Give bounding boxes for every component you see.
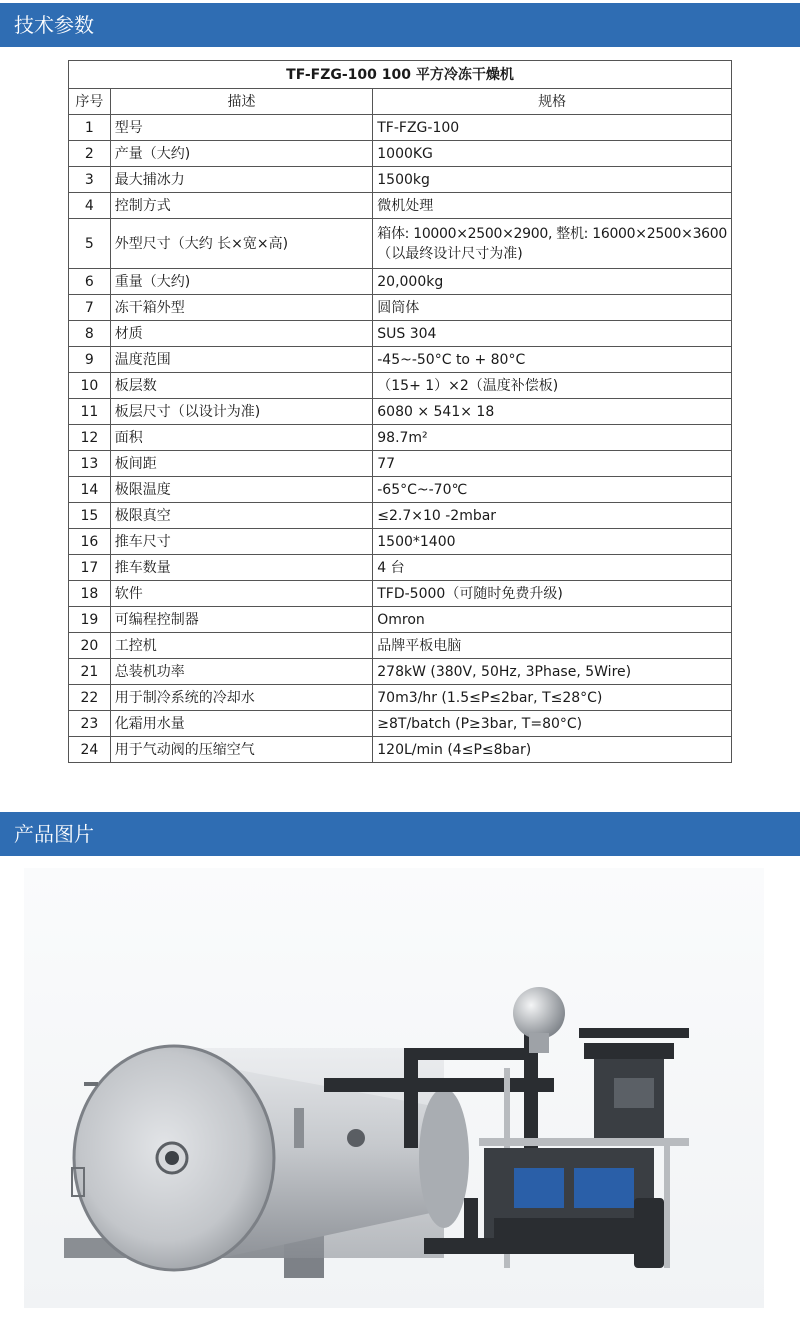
row-description: 外型尺寸（大约 长×宽×高) — [110, 219, 373, 269]
header-no: 序号 — [69, 89, 111, 115]
table-row — [69, 633, 732, 659]
row-spec: Omron — [373, 607, 732, 633]
spec-table — [68, 60, 732, 763]
row-spec: 1500*1400 — [373, 529, 732, 555]
row-spec: 圆筒体 — [373, 295, 732, 321]
row-spec: 品牌平板电脑 — [373, 633, 732, 659]
row-description: 化霜用水量 — [110, 711, 373, 737]
table-row — [69, 141, 732, 167]
row-spec: 4 台 — [373, 555, 732, 581]
row-number: 17 — [69, 555, 111, 581]
row-number: 14 — [69, 477, 111, 503]
table-row — [69, 529, 732, 555]
section-header-product-images: 产品图片 — [0, 812, 800, 856]
table-row — [69, 737, 732, 763]
table-row — [69, 685, 732, 711]
row-number: 6 — [69, 269, 111, 295]
row-description: 极限真空 — [110, 503, 373, 529]
table-row — [69, 711, 732, 737]
table-row — [69, 425, 732, 451]
row-spec: -45~-50°C to + 80°C — [373, 347, 732, 373]
row-spec-line2: （以最终设计尺寸为准) — [377, 245, 523, 262]
table-row — [69, 607, 732, 633]
row-number: 15 — [69, 503, 111, 529]
row-spec: SUS 304 — [373, 321, 732, 347]
row-description: 用于制冷系统的冷却水 — [110, 685, 373, 711]
row-description: 总装机功率 — [110, 659, 373, 685]
table-row — [69, 373, 732, 399]
row-description: 工控机 — [110, 633, 373, 659]
row-number: 24 — [69, 737, 111, 763]
row-number: 13 — [69, 451, 111, 477]
row-number: 4 — [69, 193, 111, 219]
row-spec: （15+ 1）×2（温度补偿板) — [373, 373, 732, 399]
header-desc: 描述 — [110, 89, 373, 115]
row-spec: 120L/min (4≤P≤8bar) — [373, 737, 732, 763]
row-description: 板层数 — [110, 373, 373, 399]
row-spec — [373, 219, 732, 269]
table-title: TF-FZG-100 100 平方冷冻干燥机 — [69, 61, 732, 89]
table-row — [69, 219, 732, 269]
row-number: 10 — [69, 373, 111, 399]
row-spec: TFD-5000（可随时免费升级) — [373, 581, 732, 607]
row-description: 产量（大约) — [110, 141, 373, 167]
table-row — [69, 347, 732, 373]
row-description: 板间距 — [110, 451, 373, 477]
table-row — [69, 295, 732, 321]
row-number: 8 — [69, 321, 111, 347]
row-spec-line1: 箱体: 10000×2500×2900, 整机: 16000×2500×3600 — [377, 225, 727, 242]
table-row — [69, 477, 732, 503]
row-spec: 98.7m² — [373, 425, 732, 451]
row-number: 23 — [69, 711, 111, 737]
table-row — [69, 659, 732, 685]
row-description: 温度范围 — [110, 347, 373, 373]
freeze-dryer-machine-icon — [24, 868, 764, 1308]
row-spec: 6080 × 541× 18 — [373, 399, 732, 425]
row-spec: 77 — [373, 451, 732, 477]
row-number: 2 — [69, 141, 111, 167]
row-number: 19 — [69, 607, 111, 633]
row-number: 16 — [69, 529, 111, 555]
row-description: 板层尺寸（以设计为准) — [110, 399, 373, 425]
row-number: 12 — [69, 425, 111, 451]
row-number: 22 — [69, 685, 111, 711]
table-row — [69, 269, 732, 295]
row-spec: 1000KG — [373, 141, 732, 167]
row-number: 9 — [69, 347, 111, 373]
row-number: 18 — [69, 581, 111, 607]
row-description: 极限温度 — [110, 477, 373, 503]
row-number: 7 — [69, 295, 111, 321]
table-row — [69, 115, 732, 141]
product-photo — [24, 868, 764, 1308]
row-spec: TF-FZG-100 — [373, 115, 732, 141]
row-description: 用于气动阀的压缩空气 — [110, 737, 373, 763]
row-description: 型号 — [110, 115, 373, 141]
row-spec: -65°C~-70℃ — [373, 477, 732, 503]
row-description: 面积 — [110, 425, 373, 451]
table-row — [69, 167, 732, 193]
row-spec: ≤2.7×10 -2mbar — [373, 503, 732, 529]
row-description: 可编程控制器 — [110, 607, 373, 633]
row-spec: ≥8T/batch (P≥3bar, T=80°C) — [373, 711, 732, 737]
row-number: 1 — [69, 115, 111, 141]
section-header-tech-params: 技术参数 — [0, 3, 800, 47]
table-row — [69, 581, 732, 607]
table-row — [69, 451, 732, 477]
row-description: 软件 — [110, 581, 373, 607]
row-number: 20 — [69, 633, 111, 659]
row-spec: 278kW (380V, 50Hz, 3Phase, 5Wire) — [373, 659, 732, 685]
table-row — [69, 193, 732, 219]
table-row — [69, 503, 732, 529]
row-description: 材质 — [110, 321, 373, 347]
header-spec: 规格 — [373, 89, 732, 115]
row-description: 最大捕冰力 — [110, 167, 373, 193]
table-row — [69, 321, 732, 347]
row-spec: 1500kg — [373, 167, 732, 193]
row-spec: 微机处理 — [373, 193, 732, 219]
row-number: 5 — [69, 219, 111, 269]
row-description: 重量（大约) — [110, 269, 373, 295]
row-description: 推车数量 — [110, 555, 373, 581]
row-spec: 70m3/hr (1.5≤P≤2bar, T≤28°C) — [373, 685, 732, 711]
row-description: 推车尺寸 — [110, 529, 373, 555]
row-number: 11 — [69, 399, 111, 425]
row-description: 冻干箱外型 — [110, 295, 373, 321]
row-number: 21 — [69, 659, 111, 685]
row-spec: 20,000kg — [373, 269, 732, 295]
row-number: 3 — [69, 167, 111, 193]
row-description: 控制方式 — [110, 193, 373, 219]
table-row — [69, 399, 732, 425]
table-row — [69, 555, 732, 581]
